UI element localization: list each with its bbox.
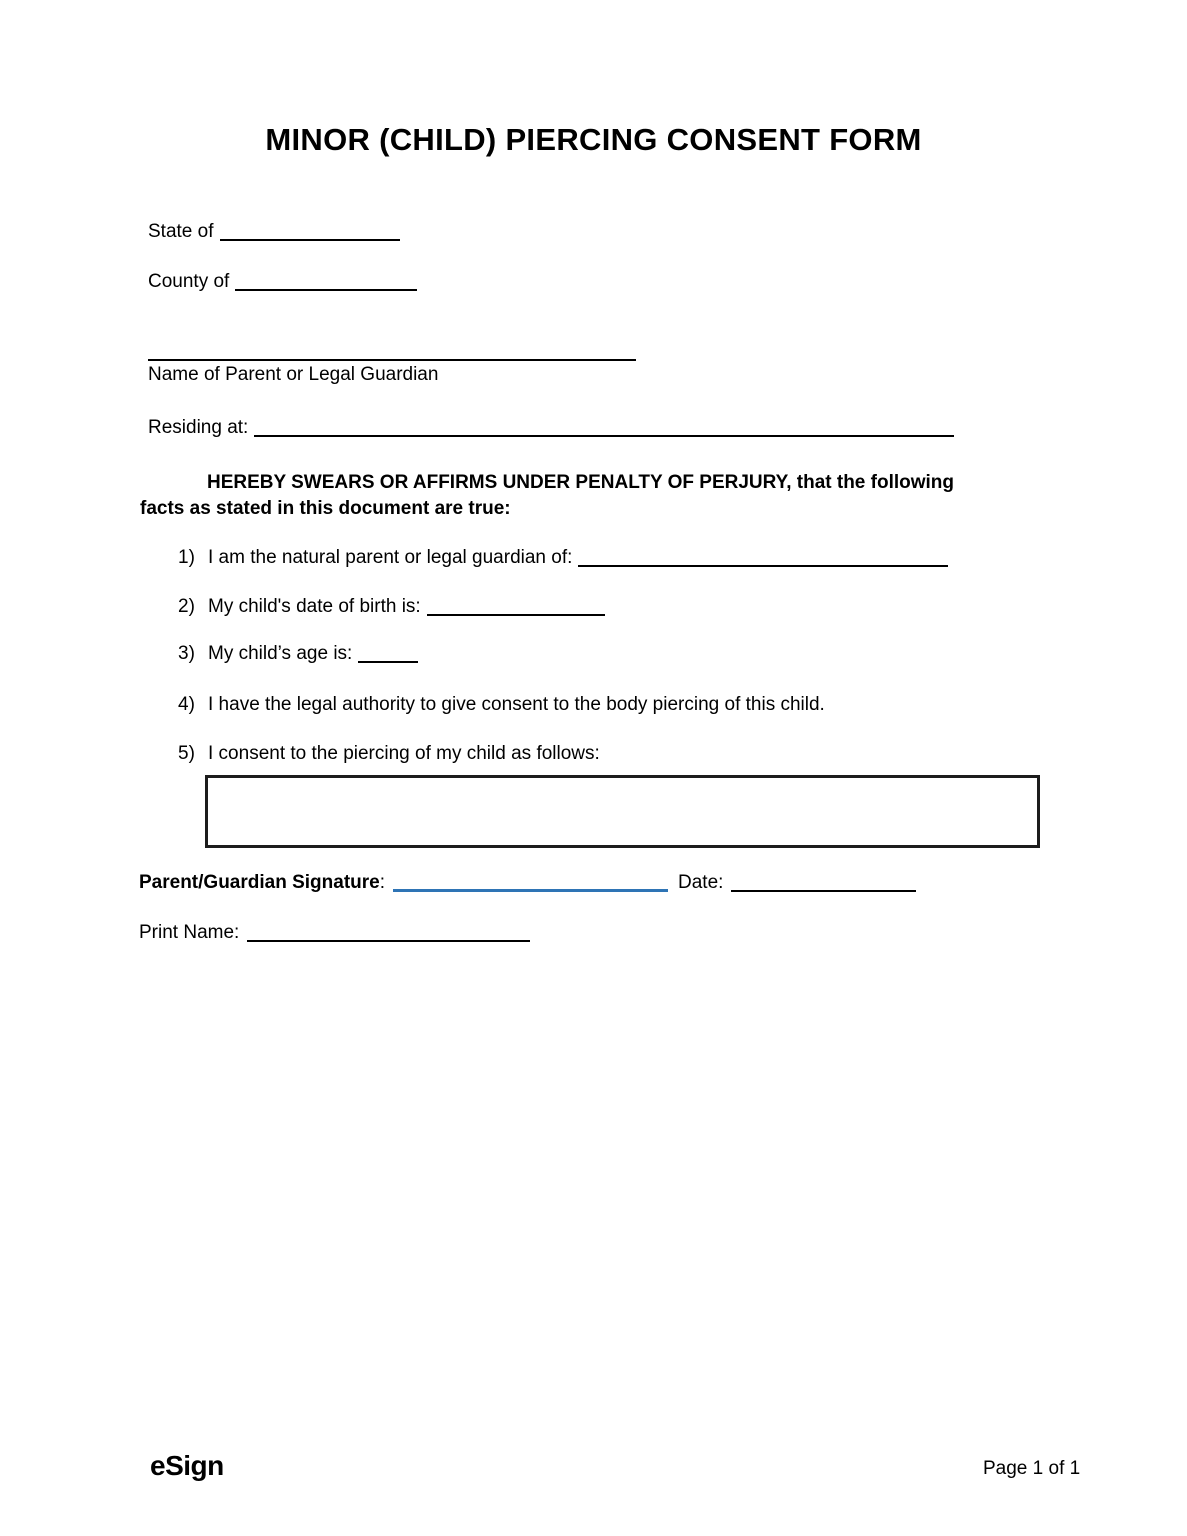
guardian-name-blank-field[interactable] [148, 359, 636, 361]
item-3-text: My child’s age is: [208, 643, 353, 664]
residing-row [148, 412, 954, 439]
esign-logo: eSign [150, 1450, 224, 1481]
item-2-text: My child's date of birth is: [208, 596, 421, 617]
item-5-number: 5) [178, 743, 195, 764]
residing-blank-field[interactable] [254, 416, 954, 437]
list-item-3 [178, 638, 418, 665]
list-item-4 [178, 694, 825, 716]
state-blank-field[interactable] [220, 220, 400, 241]
page-number: Page 1 of 1 [983, 1458, 1081, 1479]
list-item-1 [178, 542, 948, 569]
item-1-text: I am the natural parent or legal guardian of: [208, 547, 573, 568]
signature-colon: : [379, 872, 386, 893]
state-row [148, 216, 400, 243]
residing-label: Residing at: [148, 417, 249, 438]
item-1-blank-field[interactable] [578, 546, 948, 567]
date-label: Date: [678, 872, 724, 893]
print-name-row [139, 917, 530, 944]
date-blank-field[interactable] [731, 871, 916, 892]
signature-blank-field[interactable] [393, 870, 668, 892]
item-1-number: 1) [178, 547, 195, 568]
county-label: County of [148, 271, 230, 292]
state-label: State of [148, 221, 214, 242]
perjury-statement: HEREBY SWEARS OR AFFIRMS UNDER PENALTY OF PERJURY, that the following facts as stated in this document are true: [140, 472, 955, 519]
item-3-blank-field[interactable] [358, 642, 418, 663]
item-5-text: I consent to the piercing of my child as follows: [208, 743, 600, 764]
print-name-label: Print Name: [139, 922, 240, 943]
guardian-name-caption: Name of Parent or Legal Guardian [148, 364, 439, 385]
item-2-blank-field[interactable] [427, 595, 605, 616]
list-item-5 [178, 743, 600, 765]
item-4-number: 4) [178, 694, 195, 715]
piercing-description-box-field[interactable] [205, 775, 1040, 848]
county-row [148, 266, 417, 293]
signature-row [139, 866, 916, 894]
item-4-text: I have the legal authority to give consent to the body piercing of this child. [208, 694, 825, 715]
signature-label: Parent/Guardian Signature [139, 872, 380, 893]
page-title: MINOR (CHILD) PIERCING CONSENT FORM [265, 122, 922, 157]
print-name-blank-field[interactable] [247, 921, 530, 942]
item-2-number: 2) [178, 596, 195, 617]
list-item-2 [178, 591, 605, 618]
county-blank-field[interactable] [235, 270, 417, 291]
item-3-number: 3) [178, 643, 195, 664]
